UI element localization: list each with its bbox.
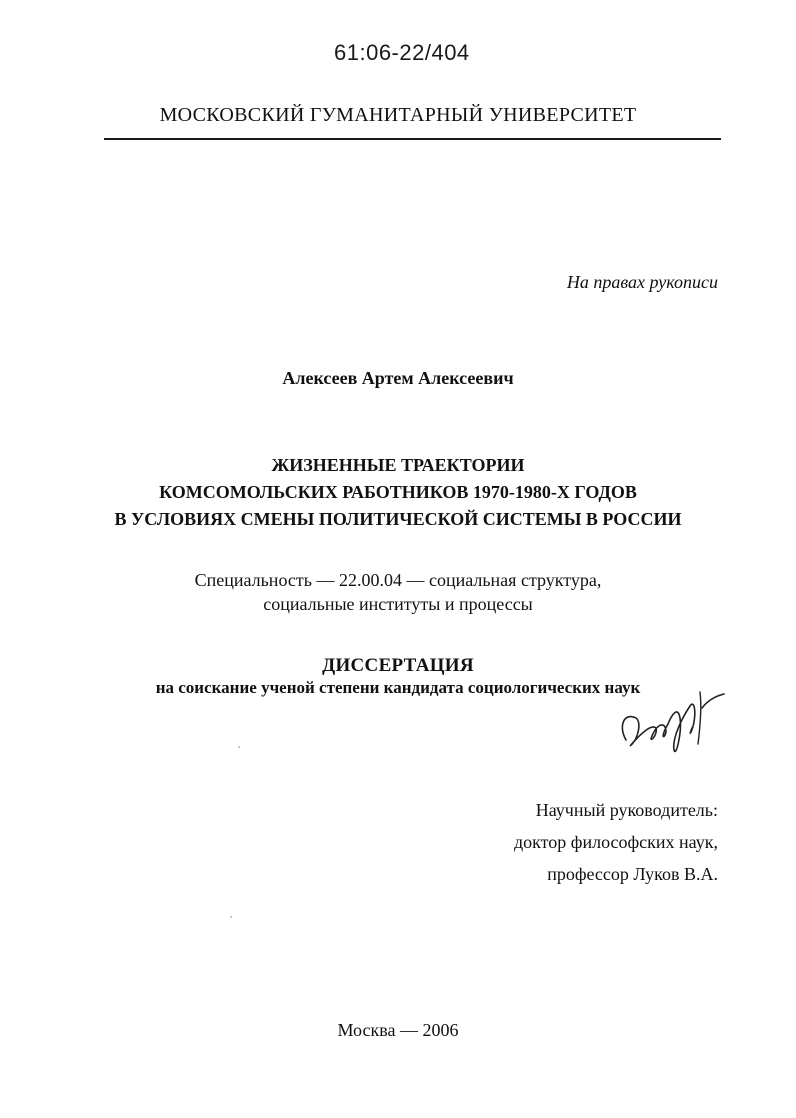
scan-speck <box>230 916 232 918</box>
scan-speck <box>238 746 240 748</box>
degree-statement: на соискание ученой степени кандидата социологических наук <box>155 678 641 697</box>
title-line: КОМСОМОЛЬСКИХ РАБОТНИКОВ 1970-1980-Х ГОДОВ <box>159 482 637 502</box>
manuscript-note: На правах рукописи <box>566 272 718 292</box>
document-type: ДИССЕРТАЦИЯ <box>322 655 474 676</box>
university-name: МОСКОВСКИЙ ГУМАНИТАРНЫЙ УНИВЕРСИТЕТ <box>159 104 637 126</box>
specialty-line: социальные институты и процессы <box>263 594 533 614</box>
author-signature <box>612 688 732 768</box>
header-divider <box>104 138 721 140</box>
scientific-supervisor <box>514 794 718 890</box>
catalog-stamp: 61:06-22/404 <box>334 40 470 65</box>
specialty <box>0 568 796 616</box>
title-line: В УСЛОВИЯХ СМЕНЫ ПОЛИТИЧЕСКОЙ СИСТЕМЫ В РОССИИ <box>114 509 682 529</box>
author-name: Алексеев Артем Алексеевич <box>282 368 514 388</box>
supervisor-line: доктор философских наук, <box>514 832 718 852</box>
city-year: Москва — 2006 <box>337 1020 459 1040</box>
specialty-line: Специальность — 22.00.04 — социальная структура, <box>194 570 602 590</box>
supervisor-line: профессор Луков В.А. <box>547 864 718 884</box>
supervisor-line: Научный руководитель: <box>535 800 718 820</box>
dissertation-title <box>0 452 796 533</box>
title-line: ЖИЗНЕННЫЕ ТРАЕКТОРИИ <box>271 455 525 475</box>
